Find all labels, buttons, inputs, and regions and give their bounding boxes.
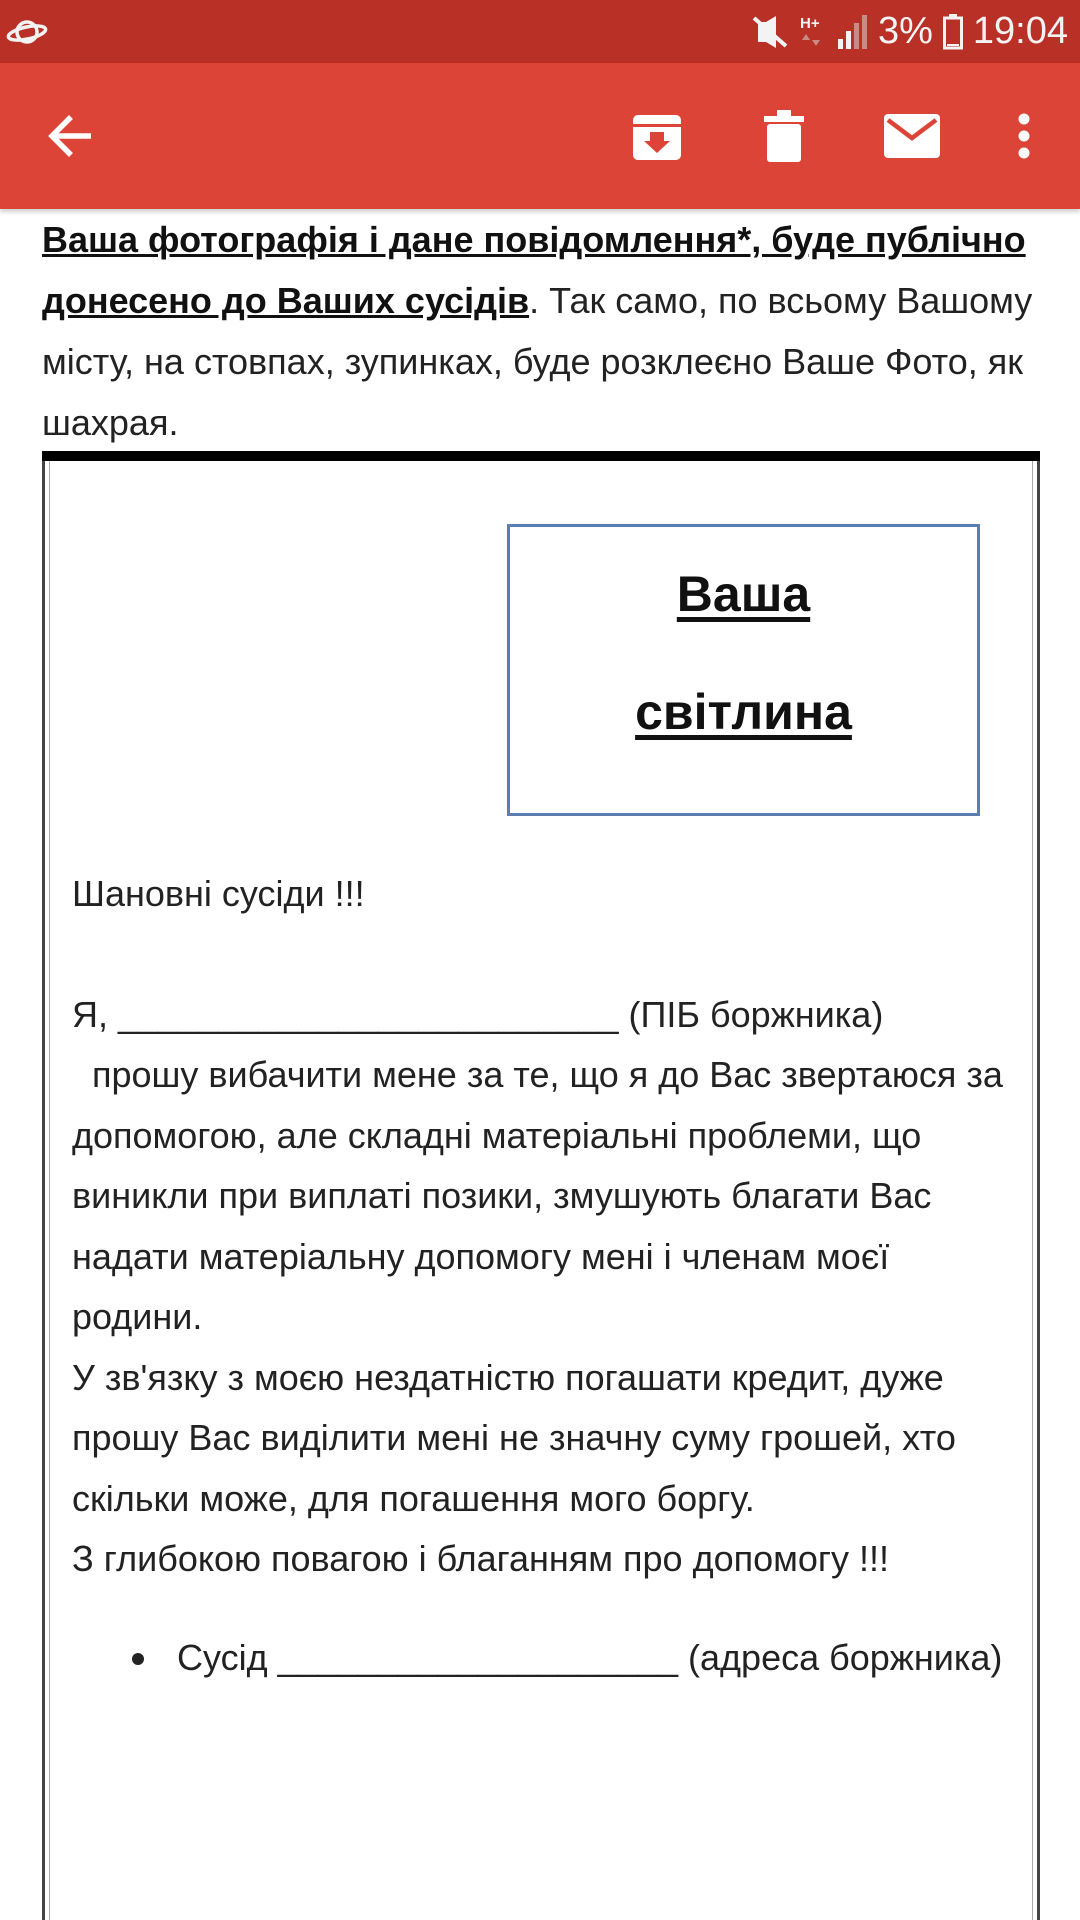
message-content bbox=[0, 209, 1080, 1920]
signature-list bbox=[72, 1628, 1022, 1689]
mute-vibrate-icon bbox=[750, 14, 790, 50]
planet-icon bbox=[6, 14, 48, 50]
embedded-document bbox=[42, 451, 1040, 1920]
arrow-back-icon bbox=[47, 114, 95, 158]
more-options-button[interactable] bbox=[1000, 63, 1048, 209]
photo-label-line2: світлина bbox=[635, 684, 852, 740]
svg-text:H+: H+ bbox=[799, 14, 820, 32]
list-item: Сусід ____________________ (адреса боржника) bbox=[72, 1628, 1022, 1689]
app-bar bbox=[0, 63, 1080, 209]
lead-bold-text: Ваша фотографія і дане повідомлення*, буде публічно донесено до Ваших сусідів bbox=[42, 219, 1026, 321]
back-button[interactable] bbox=[28, 63, 114, 209]
letter-text bbox=[72, 864, 1022, 1688]
signal-icon bbox=[836, 15, 868, 49]
delete-button[interactable] bbox=[744, 63, 824, 209]
status-bar bbox=[0, 0, 1080, 63]
letter-body: Я, _________________________ (ПІБ боржника) прошу вибачити мене за те, що я до Вас звертаюся за допомогою, але складні матеріальні проблеми, що виникли при виплаті позики, змушують благати Вас надати матеріальну допомогу мені і членам моєї родини. У зв'язку з моєю нездатністю погашати кредит, дуже прошу Вас виділити мені не значну суму грошей, хто скільки може, для погашення мого боргу. З глибокою повагою і благанням про допомогу !!! bbox=[72, 993, 1003, 1579]
mail-icon bbox=[884, 114, 940, 158]
battery-icon bbox=[943, 14, 963, 50]
greeting: Шановні сусіди !!! bbox=[72, 873, 365, 914]
archive-icon bbox=[632, 111, 682, 161]
photo-label-line1: Ваша bbox=[676, 566, 811, 622]
trash-icon bbox=[764, 110, 804, 162]
lead-text: . Так само, по всьому Вашому місту, на стовпах, зупинках, буде розклеєно Ваше Фото, як шахрая. bbox=[42, 280, 1033, 443]
network-type-icon bbox=[800, 12, 826, 52]
battery-percent: 3% bbox=[877, 10, 933, 52]
photo-placeholder bbox=[507, 524, 980, 816]
clock: 19:04 bbox=[972, 10, 1068, 52]
mail-button[interactable] bbox=[870, 63, 954, 209]
lead-paragraph bbox=[42, 209, 1042, 453]
more-vert-icon bbox=[1017, 113, 1031, 159]
archive-button[interactable] bbox=[617, 63, 697, 209]
